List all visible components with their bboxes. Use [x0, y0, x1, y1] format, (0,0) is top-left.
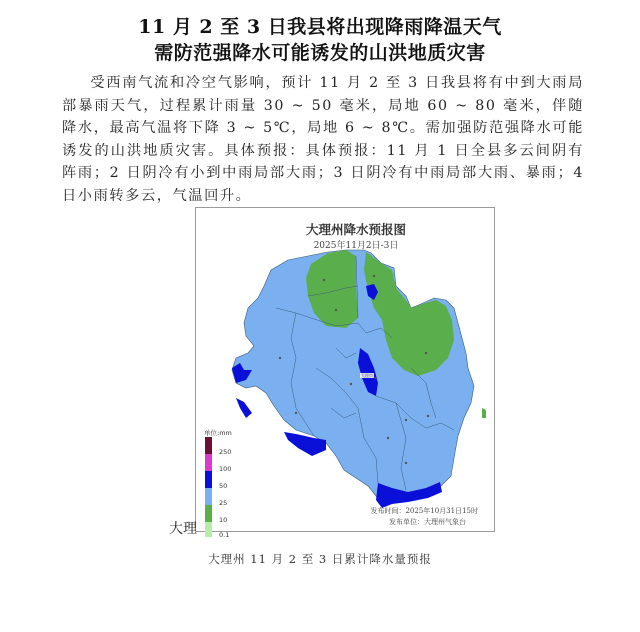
map-title: 大理州降水预报图 — [305, 222, 406, 237]
issuer: 发布单位：大理州气象台 — [389, 518, 466, 526]
legend-swatch-10 — [205, 505, 212, 522]
map-date: 2025年11月2日-3日 — [313, 241, 399, 251]
figure-caption: 大理州 11 月 2 至 3 日累计降水量预报 — [208, 552, 432, 566]
legend-swatch-0-1 — [205, 522, 212, 537]
map-graphic — [196, 208, 496, 533]
precipitation-map — [195, 207, 495, 539]
legend-swatch-25 — [205, 488, 212, 505]
legend-label: 10 — [219, 516, 228, 524]
headline-line-2: 需防范强降水可能诱发的山洪地质灾害 — [154, 42, 486, 64]
legend-swatch-50 — [205, 471, 212, 488]
legend-label: 25 — [219, 499, 228, 507]
body-paragraph: 受西南气流和冷空气影响，预计 11 月 2 至 3 日我县将有中到大雨局部暴雨天气，过程累计雨量 30 ~ 50 毫米，局地 60 ~ 80 毫米，伴随降水，最高气温将下降 3 ~ 5℃，局地 6 ~ 8℃。需加强防范强降水可能诱发的山洪地质灾害。具体预报：具体预报：11 月 1 日全县多云间阴有阵雨；2 日阴冷有小到中雨局部大雨；3 日阴冷有中雨局部大雨、暴雨；4 日小雨转多云，气温回升。 — [62, 75, 584, 204]
legend — [205, 437, 232, 539]
issue-time: 发布时间：2025年10月31日15时 — [370, 507, 478, 515]
legend-swatch-250 — [205, 437, 212, 454]
legend-label: 100 — [219, 465, 232, 473]
side-label: 大理 — [169, 521, 197, 537]
headline-line-1: 11 月 2 至 3 日我县将出现降雨降温天气 — [138, 16, 502, 38]
legend-label: 50 — [219, 482, 228, 490]
legend-unit: 单位:mm — [204, 429, 232, 437]
legend-swatch-100 — [205, 454, 212, 471]
region-green-east-edge — [482, 408, 486, 418]
legend-label: 0.1 — [219, 531, 230, 539]
legend-label: 250 — [219, 448, 232, 456]
city-label: 大理市 — [361, 373, 373, 378]
region-dark-blue-west2 — [236, 398, 252, 418]
